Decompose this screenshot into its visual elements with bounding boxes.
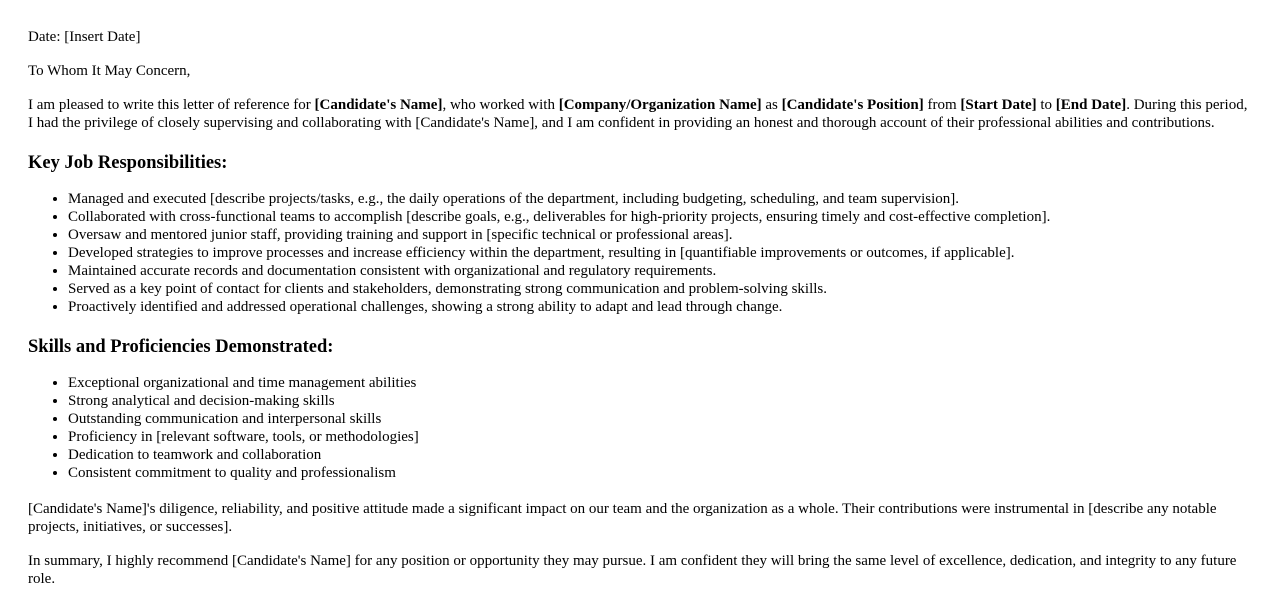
list-item: • Served as a key point of contact for clients and stakeholders, demonstrating strong communication and problem-solving skills. — [68, 280, 1256, 298]
list-item: • Dedication to teamwork and collaboration — [68, 446, 1256, 464]
list-item: • Exceptional organizational and time management abilities — [68, 374, 1256, 392]
end-date: [End Date] — [1055, 97, 1127, 113]
skills-heading: Skills and Proficiencies Demonstrated: — [28, 337, 334, 357]
list-item: • Outstanding communication and interpersonal skills — [68, 410, 1256, 428]
impact-paragraph: [Candidate's Name]'s diligence, reliability, and positive attitude made a significant impact on our team and the organization as a whole. Their contributions were instrumental in [describe any notable projects, initiatives, or successes]. — [28, 501, 1217, 535]
candidate-name: [Candidate's Name] — [314, 97, 443, 113]
list-item: • Developed strategies to improve processes and increase efficiency within the department, resulting in [quantifiable improvements or outcomes, if applicable]. — [68, 244, 1256, 262]
skills-list — [28, 374, 1256, 482]
list-item: • Consistent commitment to quality and professionalism — [68, 464, 1256, 482]
intro-text-3: as — [761, 97, 782, 113]
responsibilities-heading: Key Job Responsibilities: — [28, 153, 228, 173]
reference-letter — [28, 28, 1256, 604]
summary-paragraph: In summary, I highly recommend [Candidate's Name] for any position or opportunity they may pursue. I am confident they will bring the same level of excellence, dedication, and integrity to any future role. — [28, 553, 1237, 587]
start-date: [Start Date] — [960, 97, 1037, 113]
list-item: • Oversaw and mentored junior staff, providing training and support in [specific technical or professional areas]. — [68, 226, 1256, 244]
list-item: • Proactively identified and addressed operational challenges, showing a strong ability to adapt and lead through change. — [68, 298, 1256, 316]
list-item: • Maintained accurate records and documentation consistent with organizational and regulatory requirements. — [68, 262, 1256, 280]
intro-text-2: , who worked with — [442, 97, 559, 113]
intro-text-6: . During this period, I had the privilege of closely supervising and collaborating with [Candidate's Name], and I am confident in providing an honest and thorough account of their professional abilities and contributions. — [28, 97, 1248, 131]
list-item: • Collaborated with cross-functional teams to accomplish [describe goals, e.g., deliverables for high-priority projects, ensuring timely and cost-effective completion]. — [68, 208, 1256, 226]
candidate-position: [Candidate's Position] — [781, 97, 924, 113]
date-line: Date: [Insert Date] — [28, 29, 141, 45]
responsibilities-list — [28, 190, 1256, 316]
intro-paragraph — [28, 96, 1256, 132]
intro-text-4: from — [923, 97, 961, 113]
salutation: To Whom It May Concern, — [28, 63, 191, 79]
intro-text-1: I am pleased to write this letter of reference for — [28, 97, 315, 113]
list-item: • Managed and executed [describe projects/tasks, e.g., the daily operations of the department, including budgeting, scheduling, and team supervision]. — [68, 190, 1256, 208]
list-item: • Strong analytical and decision-making skills — [68, 392, 1256, 410]
list-item: • Proficiency in [relevant software, tools, or methodologies] — [68, 428, 1256, 446]
intro-text-5: to — [1036, 97, 1056, 113]
company-name: [Company/Organization Name] — [558, 97, 762, 113]
